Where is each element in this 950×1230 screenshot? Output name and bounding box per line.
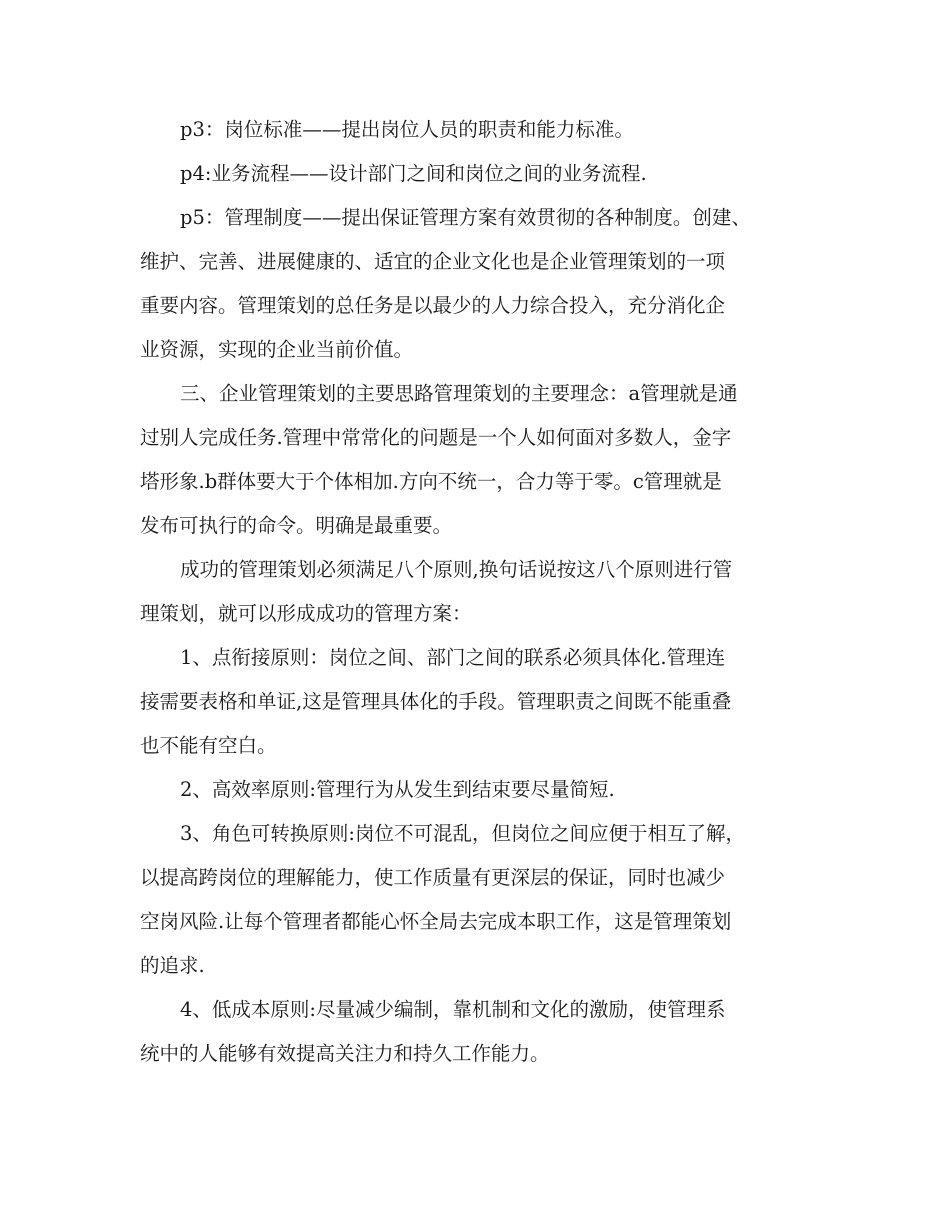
text-line: 2、高效率原则:管理行为从发生到结束要尽量简短. (180, 778, 615, 801)
paragraph-p3 (140, 108, 816, 152)
paragraph-eight-principles (140, 548, 816, 636)
text-line: 统中的人能够有效提高关注力和持久工作能力。 (140, 1042, 550, 1065)
text-line: 接需要表格和单证,这是管理具体化的手段。管理职责之间既不能重叠 (140, 690, 732, 713)
paragraph-p4 (140, 152, 816, 196)
paragraph-principle-3 (140, 812, 816, 988)
text-line: 过别人完成任务.管理中常常化的问题是一个人如何面对多数人，金字 (140, 426, 732, 449)
text-line: 3、角色可转换原则:岗位不可混乱，但岗位之间应便于相互了解， (180, 822, 745, 845)
text-line: 发布可执行的命令。明确是最重要。 (140, 514, 453, 537)
text-line: 4、低成本原则:尽量减少编制，靠机制和文化的激励，使管理系 (180, 998, 726, 1021)
paragraph-principle-4 (140, 988, 816, 1076)
text-line: 1、点衔接原则：岗位之间、部门之间的联系必须具体化.管理连 (180, 646, 726, 669)
paragraph-p5 (140, 196, 816, 372)
text-line: 维护、完善、进展健康的、适宜的企业文化也是企业管理策划的一项 (140, 250, 726, 273)
text-line: 重要内容。管理策划的总任务是以最少的人力综合投入，充分消化企 (140, 294, 726, 317)
text-line: 以提高跨岗位的理解能力，使工作质量有更深层的保证，同时也减少 (140, 866, 726, 889)
text-line: 业资源，实现的企业当前价值。 (140, 338, 414, 361)
text-line: 三、企业管理策划的主要思路管理策划的主要理念：a管理就是通 (180, 382, 738, 405)
paragraph-section-three (140, 372, 816, 548)
paragraph-principle-2 (140, 768, 816, 812)
text-line: 空岗风险.让每个管理者都能心怀全局去完成本职工作，这是管理策划 (140, 910, 732, 933)
text-line: 理策划，就可以形成成功的管理方案： (140, 602, 472, 625)
body-text (140, 108, 816, 1076)
text-line: 塔形象.b群体要大于个体相加.方向不统一，合力等于零。c管理就是 (140, 470, 722, 493)
text-line: p4:业务流程——设计部门之间和岗位之间的业务流程. (180, 162, 647, 185)
paragraph-principle-1 (140, 636, 816, 768)
text-line: 的追求. (140, 954, 205, 977)
text-line: 成功的管理策划必须满足八个原则,换句话说按这八个原则进行管 (180, 558, 733, 581)
text-line: p5：管理制度——提出保证管理方案有效贯彻的各种制度。创建、 (180, 206, 751, 229)
text-line: p3：岗位标准——提出岗位人员的职责和能力标准。 (180, 118, 634, 141)
text-line: 也不能有空白。 (140, 734, 277, 757)
